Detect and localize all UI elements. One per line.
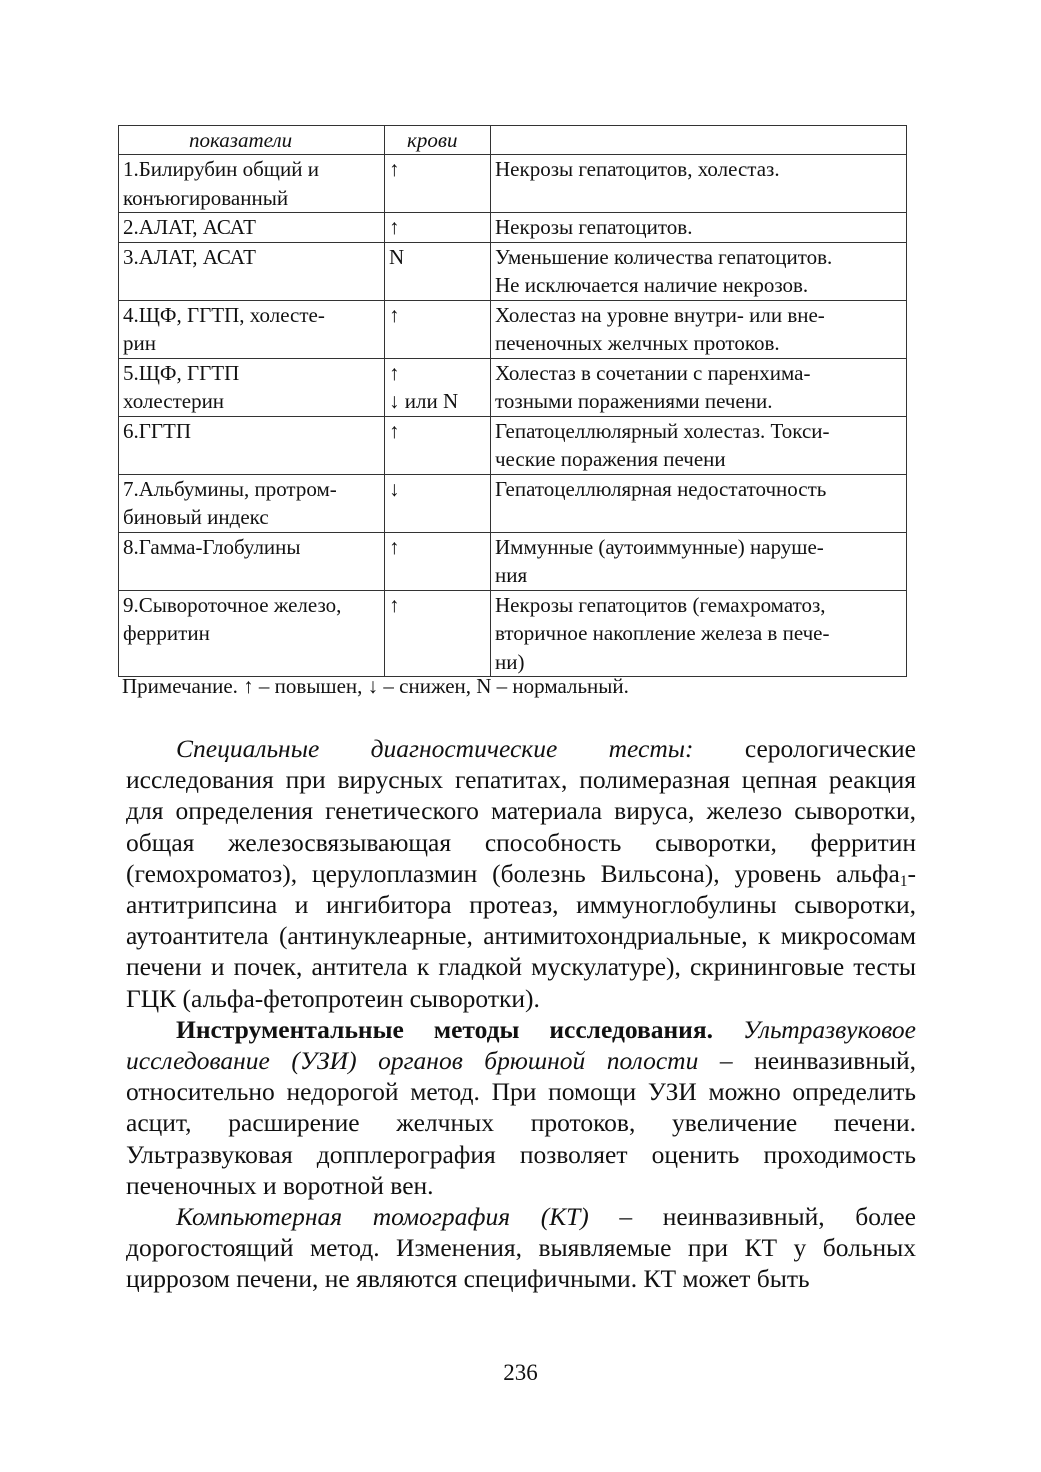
special-tests-text-a: серологические исследования при вирусных гепатитах, полимеразная цепная реакция для определения генетического материала вируса, железо сыворотки, общая железосвязывающая способность сыворотки, ферритин (гемохроматоз), церулоплазмин (болезнь Вильсона), уровень альфа: [126, 734, 916, 888]
meaning-cell: [491, 213, 907, 243]
indicator-cell: [119, 532, 385, 590]
indicator-cell-line: 2.АЛАТ, АСАТ: [123, 215, 256, 239]
indicator-cell-line: 5.ЩФ, ГГТП: [123, 360, 240, 385]
change-cell: [385, 474, 491, 532]
change-cell-line: [389, 503, 486, 532]
indicator-cell: [119, 590, 385, 677]
paragraph-special-tests: [126, 733, 916, 1014]
change-cell: [385, 590, 491, 677]
indicator-cell-line: [123, 561, 380, 590]
table-row: [119, 242, 907, 300]
indicator-cell-line: [123, 271, 380, 300]
meaning-cell-line: ния: [495, 563, 528, 587]
meaning-cell-line: печеночных желчных протоков.: [495, 331, 780, 355]
meaning-cell-line: Уменьшение количества гепатоцитов.: [495, 244, 833, 269]
ultrasound-term: Ультразвуковое исследование (УЗИ) органов брюшной полости: [126, 1014, 916, 1076]
change-cell-line: [389, 271, 486, 300]
change-cell: [385, 358, 491, 416]
lab-indicators-table: [118, 125, 907, 677]
indicator-cell: [119, 474, 385, 532]
change-cell: [385, 416, 491, 474]
indicator-cell-line: конъюгированный: [123, 185, 289, 210]
header-indicators: показатели: [119, 126, 385, 155]
special-tests-heading: Специальные диагностические тесты:: [176, 734, 694, 763]
meaning-cell-line: [495, 184, 902, 213]
indicator-cell: [119, 416, 385, 474]
meaning-cell: [491, 358, 907, 416]
indicator-cell: [119, 155, 385, 213]
table-row: [119, 155, 907, 213]
meaning-cell-line: ческие поражения печени: [495, 447, 726, 471]
table-row: [119, 474, 907, 532]
meaning-cell: [491, 416, 907, 474]
indicator-cell-line: ферритин: [123, 621, 210, 645]
meaning-cell: [491, 300, 907, 358]
change-cell-line: ↑: [389, 157, 400, 181]
indicator-cell-line: 7.Альбумины, протром-: [123, 476, 337, 501]
table-header-row: [119, 126, 907, 155]
change-cell-line: ↑: [389, 215, 400, 239]
indicator-cell: [119, 300, 385, 358]
paragraph-instrumental: [126, 1014, 916, 1201]
meaning-cell-line: [495, 503, 902, 532]
indicator-cell-line: 3.АЛАТ, АСАТ: [123, 244, 256, 269]
header-blood: крови: [385, 126, 491, 155]
table-row: [119, 300, 907, 358]
body-text: [126, 733, 916, 1295]
indicator-cell-line: 6.ГГТП: [123, 418, 192, 443]
change-cell-line: ↑: [389, 360, 400, 385]
table-note: Примечание. ↑ – повышен, ↓ – снижен, N – нормальный.: [122, 674, 629, 698]
meaning-cell-line: вторичное накопление железа в пече-: [495, 621, 830, 645]
meaning-cell-line: Не исключается наличие некрозов.: [495, 273, 809, 297]
meaning-cell-line: Холестаз на уровне внутри- или вне-: [495, 302, 825, 327]
meaning-cell-line: Гепатоцеллюлярная недостаточность: [495, 476, 827, 501]
header-empty: [491, 126, 907, 155]
change-cell-line: ↑: [389, 302, 400, 327]
table-row: [119, 532, 907, 590]
meaning-cell: [491, 242, 907, 300]
meaning-cell-line: Холестаз в сочетании с паренхима-: [495, 360, 811, 385]
indicator-cell: [119, 213, 385, 243]
indicator-cell-line: 4.ЩФ, ГГТП, холесте-: [123, 302, 325, 327]
change-cell-line: [389, 561, 486, 590]
change-cell-line: ↓: [389, 476, 400, 501]
meaning-cell: [491, 155, 907, 213]
change-cell: [385, 300, 491, 358]
change-cell-line: ↑: [389, 592, 400, 617]
change-cell-line: [389, 329, 486, 358]
meaning-cell-line: Гепатоцеллюлярный холестаз. Токси-: [495, 418, 830, 443]
indicator-cell: [119, 242, 385, 300]
change-cell-line: [389, 445, 486, 474]
meaning-cell-line: Некрозы гепатоцитов, холестаз.: [495, 157, 780, 181]
change-cell: [385, 213, 491, 243]
paragraph-ct: [126, 1201, 916, 1295]
indicator-cell-line: 9.Сывороточное железо,: [123, 592, 342, 617]
meaning-cell-line: Некрозы гепатоцитов (гемахроматоз,: [495, 592, 826, 617]
change-cell: [385, 155, 491, 213]
indicator-cell-line: биновый индекс: [123, 505, 269, 529]
change-cell-line: N: [389, 244, 405, 269]
instrumental-heading: Инструментальные методы исследования.: [176, 1014, 714, 1044]
table-row: [119, 358, 907, 416]
indicator-cell-line: холестерин: [123, 389, 225, 413]
meaning-cell-line: ни): [495, 649, 525, 674]
change-cell-line: [389, 619, 486, 648]
change-cell: [385, 242, 491, 300]
meaning-cell: [491, 532, 907, 590]
indicator-cell: [119, 358, 385, 416]
ultrasound-text: – неинвазивный, относительно недорогой метод. При помощи УЗИ можно определить асцит, расширение желчных протоков, увеличение печени. Ультразвуковая допплерография позволяет оценить проходимость печеночных и воротной вен.: [126, 1046, 916, 1200]
table-row: [119, 416, 907, 474]
change-cell-line: ↑: [389, 534, 400, 559]
ct-term: Компьютерная томография (КТ): [176, 1202, 589, 1232]
alpha-subscript: 1: [899, 872, 908, 890]
indicator-cell-line: рин: [123, 331, 156, 355]
meaning-cell-line: Иммунные (аутоиммунные) наруше-: [495, 534, 824, 559]
change-cell-line: ↑: [389, 418, 400, 443]
ct-text: – неинвазивный, более дорогостоящий метод. Изменения, выявляемые при КТ у больных циррозом печени, не являются специфичными. КТ может быть: [126, 1202, 916, 1294]
indicator-cell-line: 8.Гамма-Глобулины: [123, 534, 301, 559]
table-row: [119, 213, 907, 243]
change-cell: [385, 532, 491, 590]
page-number: 236: [503, 1360, 538, 1385]
indicator-cell-line: 1.Билирубин общий и: [123, 157, 319, 181]
meaning-cell: [491, 474, 907, 532]
special-tests-text-b: -антитрипсина и ингибитора протеаз, иммуноглобулины сыворотки, аутоантитела (антинуклеарные, антимитохондриальные, к микросомам печени и почек, антитела к гладкой мускулатуре), скрининговые тесты ГЦК (альфа-фетопротеин сыворотки).: [126, 858, 916, 1013]
change-cell-line: ↓ или N: [389, 389, 459, 413]
meaning-cell-line: тозными поражениями печени.: [495, 389, 773, 413]
indicator-cell-line: [123, 445, 380, 474]
table-row: [119, 590, 907, 677]
change-cell-line: [389, 184, 486, 213]
meaning-cell: [491, 590, 907, 677]
meaning-cell-line: Некрозы гепатоцитов.: [495, 215, 693, 239]
